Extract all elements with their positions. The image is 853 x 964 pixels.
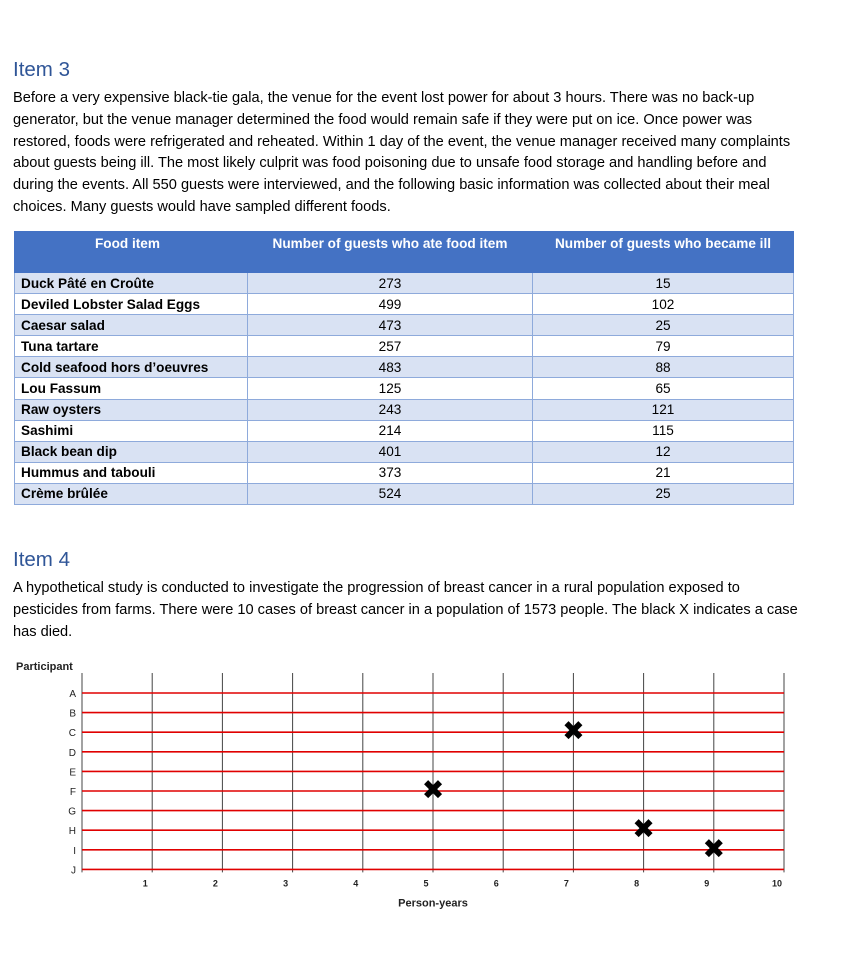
- y-axis-title: Participant: [16, 661, 73, 673]
- x-tick-label: 10: [771, 878, 783, 889]
- participant-label: A: [69, 689, 76, 700]
- food-name: Hummus and tabouli: [15, 462, 248, 483]
- x-tick-label: 5: [423, 878, 429, 889]
- food-name: Deviled Lobster Salad Eggs: [15, 294, 248, 315]
- participant-label: I: [73, 845, 76, 857]
- table-row: [15, 420, 794, 441]
- ate-count: 125: [248, 378, 533, 399]
- death-marker: ✖: [632, 814, 655, 845]
- ate-count: 401: [248, 441, 533, 462]
- table-header-row: [15, 232, 794, 273]
- food-name: Duck Pâté en Croûte: [15, 273, 248, 294]
- participant-label: D: [68, 747, 76, 759]
- x-tick-label: 2: [212, 878, 218, 889]
- ill-count: 115: [533, 420, 794, 441]
- food-name: Cold seafood hors d’oeuvres: [15, 357, 248, 378]
- ate-count: 473: [248, 315, 533, 336]
- x-tick-label: 3: [283, 878, 289, 889]
- ate-count: 499: [248, 294, 533, 315]
- food-name: Raw oysters: [15, 399, 248, 420]
- participant-label: C: [68, 728, 76, 740]
- x-tick-label: 7: [563, 878, 569, 889]
- table-row: [15, 462, 794, 483]
- ill-count: 12: [533, 441, 794, 462]
- participant-label: G: [68, 806, 76, 818]
- participant-timeline-chart: [0, 655, 853, 945]
- table-row: [15, 357, 794, 378]
- food-name: Crème brûlée: [15, 483, 248, 504]
- ill-count: 121: [533, 399, 794, 420]
- death-marker: ✖: [702, 833, 726, 864]
- ill-count: 21: [533, 462, 794, 483]
- ate-count: 257: [248, 336, 533, 357]
- ill-count: 102: [533, 294, 794, 315]
- ate-count: 373: [248, 462, 533, 483]
- x-tick-label: 6: [493, 878, 499, 889]
- food-name: Sashimi: [15, 420, 248, 441]
- ill-count: 65: [533, 378, 794, 399]
- participant-label: H: [68, 826, 76, 838]
- table-row: [15, 294, 794, 315]
- table-row: [15, 315, 794, 336]
- food-name: Black bean dip: [15, 441, 248, 462]
- x-tick-label: 1: [142, 878, 148, 889]
- food-name: Lou Fassum: [15, 378, 248, 399]
- header-ill-count: Number of guests who became ill: [533, 232, 794, 273]
- participant-label: B: [69, 708, 76, 720]
- death-marker: ✖: [562, 716, 585, 747]
- header-ate-count: Number of guests who ate food item: [248, 232, 533, 273]
- x-tick-label: 9: [704, 878, 710, 889]
- ate-count: 483: [248, 357, 533, 378]
- participant-label: J: [71, 865, 76, 877]
- table-row: [15, 273, 794, 294]
- item4-paragraph: A hypothetical study is conducted to investigate the progression of breast cancer in a rural population exposed to pesticides from farms. There were 10 cases of breast cancer in a population of 1573 people. The black X indicates a case has died.: [13, 580, 798, 640]
- participant-label: E: [69, 767, 76, 779]
- food-name: Caesar salad: [15, 315, 248, 336]
- header-food-item: Food item: [15, 232, 248, 273]
- food-table: [14, 231, 794, 505]
- x-tick-label: 4: [353, 878, 359, 889]
- table-row: [15, 483, 794, 504]
- ill-count: 15: [533, 273, 794, 294]
- table-row: [15, 399, 794, 420]
- ill-count: 79: [533, 336, 794, 357]
- item3-heading: Item 3: [13, 58, 70, 81]
- table-row: [15, 378, 794, 399]
- x-tick-label: 8: [634, 878, 640, 889]
- ate-count: 243: [248, 399, 533, 420]
- ill-count: 25: [533, 315, 794, 336]
- x-axis-title: Person-years: [398, 897, 468, 910]
- ate-count: 214: [248, 420, 533, 441]
- table-row: [15, 441, 794, 462]
- participant-label: F: [69, 787, 76, 798]
- ill-count: 88: [533, 357, 794, 378]
- item3-paragraph: Before a very expensive black-tie gala, the venue for the event lost power for about 3 hours. There was no back-up generator, but the venue manager determined the food would remain safe if they were put on ice. Once power was restored, foods were refrigerated and reheated. Within 1 day of the event, the venue manager received many complaints about guests being ill. The most likely culprit was food poisoning due to unsafe food storage and handling before and during the events. All 550 guests were interviewed, and the following basic information was collected about their meal choices. Many guests would have sampled different foods.: [13, 90, 791, 215]
- ill-count: 25: [533, 483, 794, 504]
- ate-count: 273: [248, 273, 533, 294]
- food-name: Tuna tartare: [15, 336, 248, 357]
- table-row: [15, 336, 794, 357]
- death-marker: ✖: [421, 775, 445, 805]
- item4-heading: Item 4: [13, 548, 70, 571]
- ate-count: 524: [248, 483, 533, 504]
